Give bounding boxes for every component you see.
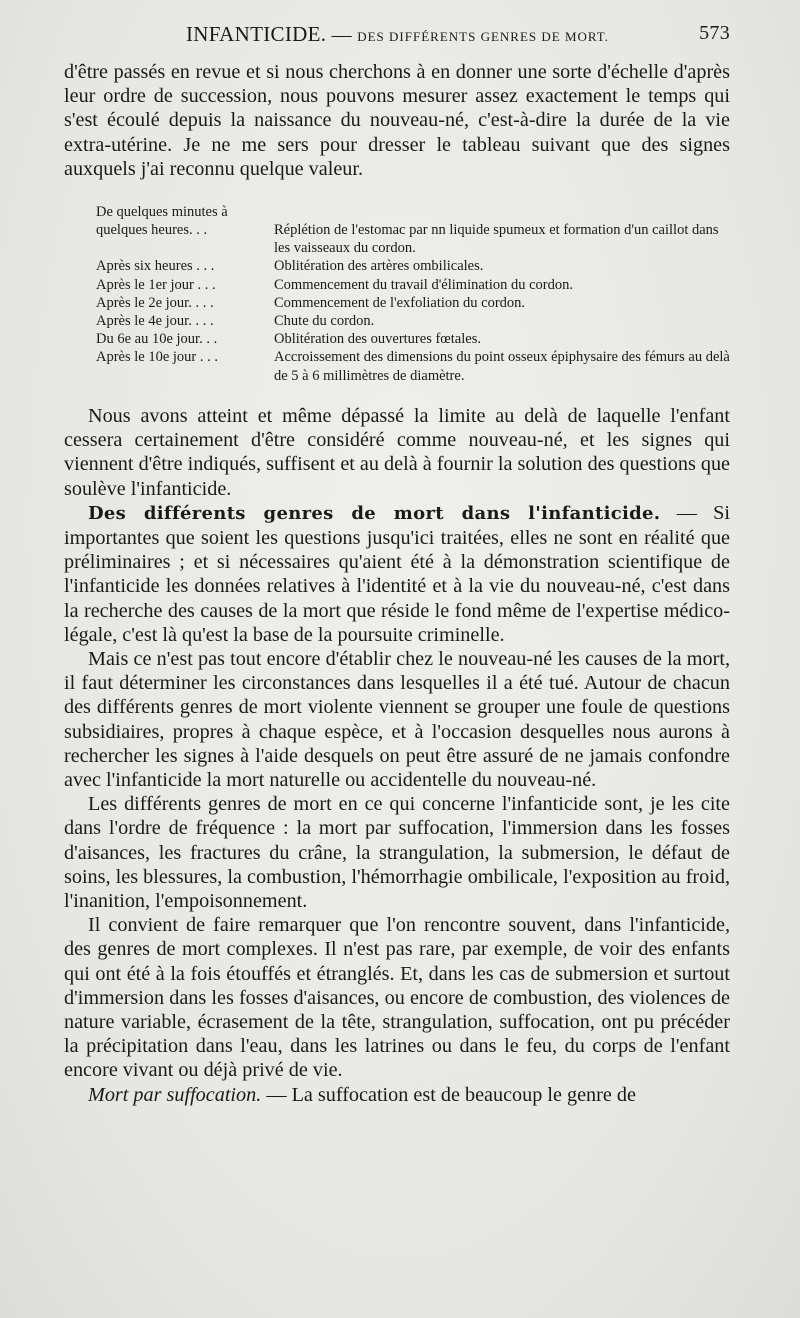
table-row <box>96 203 736 257</box>
table-row <box>96 257 736 275</box>
table-sign-cell: Oblitération des ouvertures fœtales. <box>274 331 481 348</box>
table-row <box>96 330 736 348</box>
table-time-cell: Après six heures . . . <box>96 258 215 275</box>
table-sign-cell: Commencement du travail d'élimination du cordon. <box>274 276 573 293</box>
table-row <box>96 348 736 384</box>
table-time-cell: Après le 10e jour . . . <box>96 349 219 366</box>
table-sign-cell: Réplétion de l'estomac par nn liquide spumeux et formation d'un caillot dans les vaisseaux du cordon. <box>274 222 719 257</box>
table-time-cell: Après le 4e jour. . . . <box>96 313 214 330</box>
table-sign-cell: Commencement de l'exfoliation du cordon. <box>274 294 526 311</box>
intro-paragraph-block <box>64 60 730 181</box>
paragraph-kinds-of-death: Les différents genres de mort en ce qui concerne l'infanticide sont, je les cite dans l'ordre de fréquence : la mort par suffocation, l'immersion dans les fosses d'aisances, les fractures du crâne, la strangulation, la submersion, le défaut de soins, les blessures, la combustion, l'hémorrhagie ombilicale, l'exposition au froid, l'inanition, l'empoisonnement. <box>64 793 730 913</box>
header-dash: — <box>331 24 352 46</box>
table-row <box>96 312 736 330</box>
table-sign-cell: Oblitération des artères ombilicales. <box>274 258 484 275</box>
paragraph-circumstances: Mais ce n'est pas tout encore d'établir chez le nouveau-né les causes de la mort, il faut déterminer les circonstances dans lesquelles il a été tué. Autour de chacun des différents genres de mort violente viennent se grouper une foule de questions subsidiaires, propres à chaque espèce, et à l'occasion desquelles nous aurons à rechercher les signes à l'aide desquels on peut être assuré de ne jamais confondre avec l'infanticide la mort naturelle ou accidentelle du nouveau-né. <box>64 648 730 792</box>
table-time-cell: Après le 1er jour . . . <box>96 276 216 293</box>
header-subtitle: DES DIFFÉRENTS GENRES DE MORT. <box>357 29 610 44</box>
header-title <box>186 22 609 47</box>
section-paragraph-text: — Si importantes que soient les questions jusqu'ici traitées, elles ne sont en réalité que préliminaires ; et si nécessaires qu'aient été à la démonstration scientifique de l'infanticide les données relatives à l'identité et à la vie du nouveau-né, c'est dans la recherche des causes de la mort que réside le fond même de l'expertise médico-légale, c'est là qu'est la base de la poursuite criminelle. <box>64 501 731 646</box>
paragraph-complex-deaths: Il convient de faire remarquer que l'on rencontre souvent, dans l'infanticide, des genres de mort complexes. Il n'est pas rare, par exemple, de voir des enfants qui ont été à la fois étouffés et étranglés. Et, dans les cas de submersion et surtout d'immersion dans les fosses d'aisances, ou encore de combustion, des violences de nature variable, écrasement de la tête, strangulation, suffocation, ont pu précéder la précipitation dans l'eau, dans les latrines ou dans le feu, du corps de l'enfant encore vivant ou déjà privé de vie. <box>64 914 730 1082</box>
suffocation-text: — La suffocation est de beaucoup le genre de <box>266 1083 636 1106</box>
paragraph-section <box>64 501 730 647</box>
table-time-cell: Du 6e au 10e jour. . . <box>96 331 218 348</box>
table-sign-cell: Accroissement des dimensions du point osseux épiphysaire des fémurs au delà de 5 à 6 millimètres de diamètre. <box>274 349 730 384</box>
table-time-cell: Après le 2e jour. . . . <box>96 294 214 311</box>
body-text <box>64 404 730 1107</box>
table-time-cell: De quelques minutes à quelques heures. . . <box>96 204 228 239</box>
intro-paragraph: d'être passés en revue et si nous cherchons à en donner une sorte d'échelle d'après leur ordre de succession, nous pouvons mesurer assez exactement le temps qui s'est écoulé depuis la naissance du nouveau-né, c'est-à-dire la durée de la vie extra-utérine. Je ne me sers pour dresser le tableau suivant que des signes auxquels j'ai reconnu quelque valeur. <box>64 61 730 180</box>
table-row <box>96 294 736 312</box>
table-row <box>96 276 736 294</box>
section-heading: Des différents genres de mort dans l'infanticide. <box>88 502 661 524</box>
signs-table <box>96 203 736 385</box>
table-sign-cell: Chute du cordon. <box>274 313 375 330</box>
page-number: 573 <box>699 22 730 44</box>
header-main-title: INFANTICIDE. <box>186 22 327 46</box>
running-header <box>64 20 730 50</box>
paragraph-limit: Nous avons atteint et même dépassé la limite au delà de laquelle l'enfant cessera certainement d'être considéré comme nouveau-né, et les signes qui viennent d'être indiqués, suffisent et au delà à fournir la solution des questions que soulève l'infanticide. <box>64 405 730 500</box>
suffocation-heading: Mort par suffocation. <box>88 1083 262 1106</box>
paragraph-suffocation <box>64 1083 730 1107</box>
